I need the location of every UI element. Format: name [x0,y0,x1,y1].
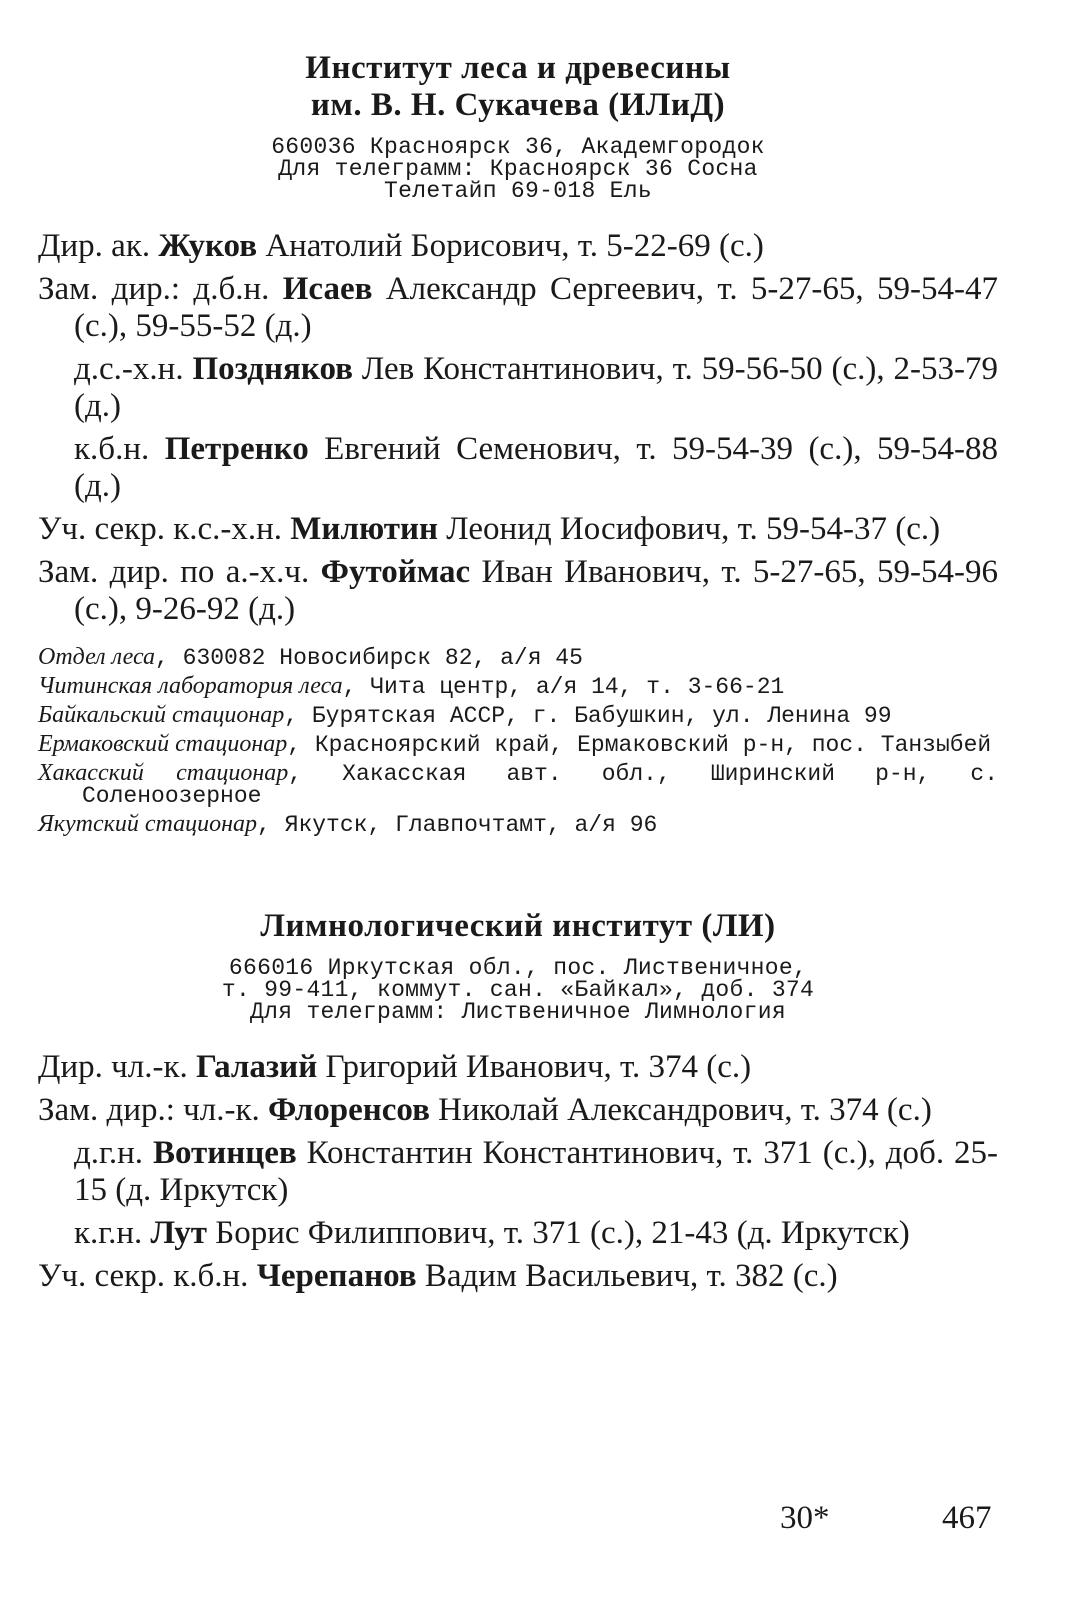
staff-surname: Черепанов [256,1258,417,1294]
branch-entry [38,675,998,698]
address-line: 660036 Красноярск 36, Академгородок [271,134,765,160]
page [38,50,999,1536]
staff-details: Григорий Иванович, т. 374 (с.) [317,1049,752,1085]
address-line: Для телеграмм: Лиственичное Лимнология [250,999,786,1025]
title-line: Институт леса и древесины [305,50,731,86]
staff-position: Дир. чл.-к. [38,1049,197,1085]
branch-entry [38,813,998,836]
staff-details: Леонид Иосифович, т. 59-54-37 (с.) [437,511,941,547]
signature-mark: 30* [780,1500,830,1536]
branch-address: , Бурятская АССР, г. Бабушкин, ул. Ленина 99 [284,703,892,729]
staff-position: д.с.-х.н. [74,351,193,387]
branch-address: , Якутск, Главпочтамт, а/я 96 [257,812,658,838]
branch-list [38,646,998,836]
staff-surname: Петренко [164,431,309,467]
staff-entry [38,1215,998,1252]
staff-position: к.б.н. [74,431,165,467]
institute-address [38,957,998,1023]
staff-entry [38,1092,998,1129]
staff-surname: Поздняков [192,351,353,387]
staff-position: Зам. дир. по а.-х.ч. [38,554,321,590]
staff-position: Уч. секр. к.с.-х.н. [38,511,291,547]
staff-position: Дир. ак. [38,228,159,264]
title-line: Лимнологический институт (ЛИ) [260,908,776,944]
address-line: 666016 Иркутская обл., пос. Лиственичное, [228,955,808,981]
branch-name: Байкальский стационар [38,702,285,728]
staff-details: Лев Константинович, т. 59-56-50 (с.), 2-53-79 (д.) [74,351,998,424]
staff-entry [38,431,998,505]
staff-entry [38,1258,998,1295]
branch-name: Хакасский стационар [38,760,289,786]
staff-details: Александр Сергеевич, т. 5-27-65, 59-54-47 (с.), 59-55-52 (д.) [74,271,999,344]
staff-surname: Милютин [290,511,438,547]
staff-details: Вадим Васильевич, т. 382 (с.) [416,1258,838,1294]
branch-address: , Красноярский край, Ермаковский р-н, пос. Танзыбей [287,732,992,758]
branch-address: , 630082 Новосибирск 82, а/я 45 [155,645,583,671]
staff-list [38,1049,998,1295]
staff-entry [38,511,998,548]
staff-details: Анатолий Борисович, т. 5-22-69 (с.) [257,228,764,264]
branch-entry [38,704,998,727]
staff-entry [38,554,998,628]
staff-position: к.г.н. [74,1215,151,1251]
branch-name: Отдел леса [38,644,156,670]
staff-surname: Исаев [282,271,373,307]
staff-surname: Футоймас [320,554,471,590]
staff-position: д.г.н. [74,1135,153,1171]
institute-title [38,50,998,124]
branch-name: Якутский стационар [38,811,258,837]
branch-address: , Чита центр, а/я 14, т. 3-66-21 [342,674,785,700]
staff-details: Иван Иванович, т. 5-27-65, 59-54-96 (с.), 9-26-92 (д.) [74,554,999,627]
address-line: т. 99-411, коммут. сан. «Байкал», доб. 374 [221,977,815,1003]
staff-position: Зам. дир.: чл.-к. [38,1092,269,1128]
staff-details: Николай Александрович, т. 374 (с.) [429,1092,932,1128]
branch-address: , Хакасская авт. обл., Ширинский р-н, с. Соленоозерное [82,761,998,809]
institute-section [38,908,998,1295]
staff-entry [38,228,998,265]
staff-list [38,228,998,628]
branch-entry [38,762,998,807]
staff-entry [38,351,998,425]
title-line: им. В. Н. Сукачева (ИЛиД) [310,87,726,123]
page-number: 467 [942,1500,992,1536]
staff-position: Уч. секр. к.б.н. [38,1258,257,1294]
staff-surname: Жуков [158,228,258,264]
staff-details: Евгений Семенович, т. 59-54-39 (с.), 59-54-88 (д.) [74,431,999,504]
staff-entry [38,271,998,345]
staff-surname: Лут [150,1215,207,1251]
staff-entry [38,1135,998,1209]
address-line: Телетайп 69-018 Ель [384,178,652,204]
staff-details: Борис Филиппович, т. 371 (с.), 21-43 (д. Иркутск) [207,1215,910,1251]
staff-surname: Галазий [196,1049,318,1085]
branch-name: Ермаковский стационар [38,731,288,757]
staff-surname: Вотинцев [152,1135,297,1171]
branch-entry [38,733,998,756]
staff-details: Константин Константинович, т. 371 (с.), доб. 25-15 (д. Иркутск) [74,1135,998,1208]
staff-entry [38,1049,998,1086]
institute-section [38,50,998,836]
institute-address [38,136,998,202]
staff-surname: Флоренсов [268,1092,430,1128]
branch-entry [38,646,998,669]
branch-name: Читинская лаборатория леса [38,673,343,699]
institute-title [38,908,998,945]
address-line: Для телеграмм: Красноярск 36 Сосна [278,156,758,182]
staff-position: Зам. дир.: д.б.н. [38,271,283,307]
